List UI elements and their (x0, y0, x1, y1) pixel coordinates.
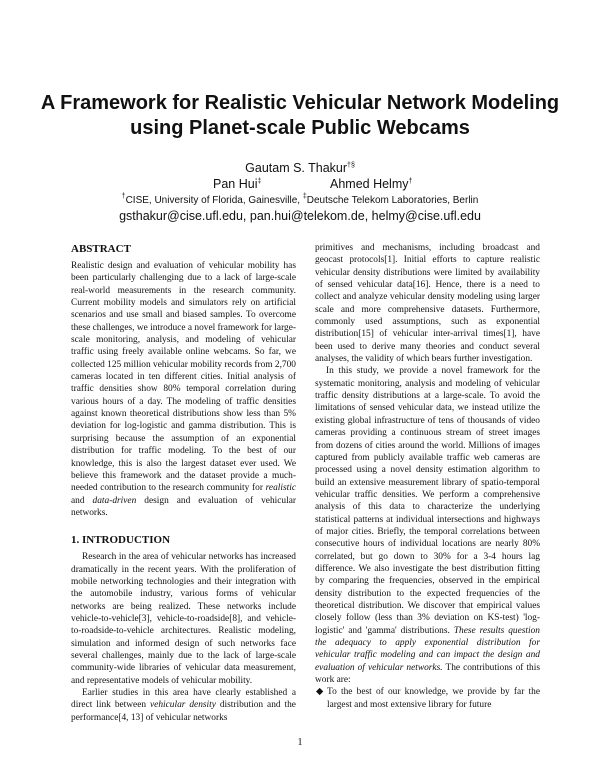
abstract-emphasis: realistic (265, 483, 296, 494)
contribution-bullet (315, 686, 540, 711)
intro-heading: 1. INTRODUCTION (71, 534, 171, 547)
author-name: Pan Hui (213, 177, 258, 191)
author-pan (213, 176, 261, 192)
title-line-2: using Planet-scale Public Webcams (130, 117, 470, 139)
author-ahmed (330, 176, 412, 192)
author-name: Ahmed Helmy (330, 177, 409, 191)
affiliations (0, 195, 600, 207)
intro-paragraph-3 (315, 365, 540, 686)
paragraph-emphasis: vehicular density (150, 700, 216, 711)
affil-mark: ‡ (302, 193, 307, 200)
abstract-emphasis: data-driven (92, 495, 137, 506)
abstract-heading: ABSTRACT (71, 243, 131, 255)
abstract-text (71, 260, 296, 519)
intro-paragraph-2-start (71, 687, 296, 724)
affil-mark: † (121, 193, 126, 200)
paragraph-text: distribution and the performance[4, 13] of vehicular networks (71, 700, 296, 723)
affil-text: Deutsche Telekom Laboratories, Berlin (306, 195, 479, 206)
right-column (315, 242, 540, 711)
author-mark: † (408, 178, 413, 185)
abstract-text-part: Realistic design and evaluation of vehicular mobility has been particularly challenging due to a lack of large-scale real-world measurements in the research community. Current mobility models and simulators rely on artificial scenarios and use small and biased samples. To overcome these challenges, we introduce a novel framework for large-scale monitoring, analysis, and modeling of vehicular traffic using freely available online webcams. So far, we collected 125 million vehicular mobility records from 2,700 cameras located in ten different cities. Initial analysis of traffic densities show 80% temporal correlation during various hours of a day. The modeling of traffic densities against known theoretical distributions show less than 5% deviation for log-logistic and gamma distribution. This is surprising because the assumption of an exponential distribution for traffic modeling. To the best of our knowledge, this is also the largest dataset ever used. We believe this framework and the dataset provide a much-needed contribution to the research community for (71, 261, 296, 494)
author-name: Gautam S. Thakur (245, 161, 348, 175)
paragraph-text: Earlier studies in this area have clearly established a direct link between (71, 688, 296, 711)
intro-paragraph-2-cont: primitives and mechanisms, including broadcast and geocast protocols[1]. Initial efforts to capture realistic vehicular density distributions were limited by availability of sensed vehicular data[16]. Hence, there is a need to collect and analyze vehicular density modeling using larger scale and more comprehensive datasets. Furthermore, commonly used assumptions, such as exponential distribution[15] of vehicular inter-arrival times[1], have been used to derive many theories and conduct several analyses, the validity of which bears further investigation. (315, 243, 540, 365)
intro-paragraph-1: Research in the area of vehicular networks has increased dramatically in the recent years. With the proliferation of mobile networking technologies and their integration with the automobile industry, various forms of vehicular networks are being realized. These networks include vehicle-to-vehicle[3], vehicle-to-roadside[8], and vehicle-to-roadside-to-vehicle architectures. Realistic modeling, simulation and informed design of such networks face several challenges, mainly due to the lack of large-scale community-wide libraries of vehicular data measurement, and representative models of vehicular mobility. (71, 552, 296, 686)
abstract-text-part: and (71, 495, 93, 506)
title-line-1: A Framework for Realistic Vehicular Network Modeling (40, 92, 560, 114)
abstract-text-part: design and evaluation of vehicular networks. (71, 495, 296, 518)
author-mark: ‡ (257, 178, 262, 185)
paragraph-emphasis: These results question the adequacy to apply exponential distribution for vehicular traffic modeling and can impact the design and evaluation of vehicular networks. (315, 625, 540, 673)
diamond-bullet-icon: ◆ (316, 687, 324, 698)
page-number: 1 (297, 737, 303, 748)
left-column (71, 242, 296, 724)
paper-title (40, 91, 560, 141)
author-gautam (0, 160, 600, 176)
author-mark: †§ (347, 162, 355, 169)
affil-text: CISE, University of Florida, Gainesville, (125, 195, 303, 206)
author-emails: gsthakur@cise.ufl.edu, pan.hui@telekom.de, helmy@cise.ufl.edu (119, 209, 481, 223)
paragraph-text: In this study, we provide a novel framework for the systematic monitoring, analysis and modeling of vehicular traffic density distributions at a large-scale. To avoid the limitations of sensed vehicular data, we instead utilize the existing global infrastructure of tens of thousands of video cameras providing a continuous stream of street images from dozens of cities around the world. Millions of images captured from publicly available traffic web cameras are processed using a novel density estimation algorithm to build an extensive measurement library of spatio-temporal vehicular traffic densities. We perform a comprehensive analysis of this data to characterize the underlying statistical patterns at individual intersections and highways of major cities. Briefly, the temporal correlations between consecutive hours of individual locations are nearly 80% correlated, but go down to 30% for a 3-4 hours lag difference. We also investigate the best distribution fitting by comparing the frequencies, observed in the empirical density distribution to the expected frequencies of the theoretical distribution. We discover that empirical values closely follow (less than 3% deviation on KS-test) 'log-logistic' and 'gamma' distributions. (315, 366, 540, 636)
bullet-text: To the best of our knowledge, we provide by far the largest and most extensive library for future (327, 687, 540, 710)
paragraph-text: The contributions of this work are: (315, 662, 540, 686)
